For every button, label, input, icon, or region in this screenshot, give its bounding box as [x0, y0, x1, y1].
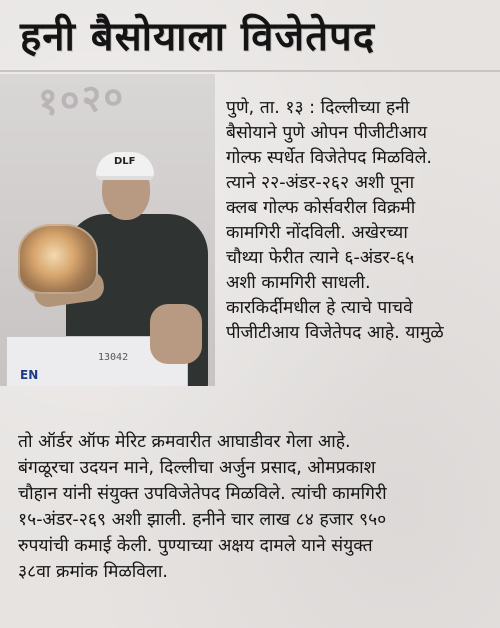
cap-logo-text: DLF: [114, 156, 136, 167]
article-line: त्याने २२-अंडर-२६२ अशी पूना: [226, 173, 415, 193]
photo-backdrop-text: १०२०: [36, 74, 127, 124]
article-line: ३८वा क्रमांक मिळविला.: [18, 562, 168, 582]
article-line: क्लब गोल्फ कोर्सवरील विक्रमी: [226, 198, 416, 218]
article-line: रुपयांची कमाई केली. पुण्याच्या अक्षय दामले याने संयुक्त: [18, 536, 373, 556]
article-right-column: [0, 96, 500, 356]
article-full-width: [0, 430, 500, 600]
article-line: पुणे, ता. १३ : दिल्लीच्या हनी: [226, 98, 410, 118]
article-line: पीजीटीआय विजेतेपद आहे. यामुळे: [226, 323, 444, 343]
article-line: गोल्फ स्पर्धेत विजेतेपद मिळविले.: [226, 148, 433, 168]
article-line: १५-अंडर-२६९ अशी झाली. हनीने चार लाख ८४ हजार ९५०: [18, 510, 387, 530]
headline: हनी बैसोयाला विजेतेपद: [20, 14, 375, 60]
article-line: चौथ्या फेरीत त्याने ६-अंडर-६५: [226, 248, 415, 268]
article-line: चौहान यांनी संयुक्त उपविजेतेपद मिळविले. त्यांची कामगिरी: [18, 484, 387, 504]
article-line: बंगळूरचा उदयन माने, दिल्लीचा अर्जुन प्रसाद, ओमप्रकाश: [18, 458, 376, 478]
cheque-number: 13042: [98, 352, 129, 363]
article-line: बैसोयाने पुणे ओपन पीजीटीआय: [226, 123, 427, 143]
article-line: तो ऑर्डर ऑफ मेरिट क्रमवारीत आघाडीवर गेला आहे.: [18, 432, 351, 452]
cheque-text-a: EN: [20, 368, 39, 382]
article-line: अशी कामगिरी साधली.: [226, 273, 371, 293]
article-line: कारकिर्दीमधील हे त्याचे पाचवे: [226, 298, 413, 318]
headline-divider: [0, 70, 500, 72]
article-line: कामगिरी नोंदविली. अखेरच्या: [226, 223, 408, 243]
